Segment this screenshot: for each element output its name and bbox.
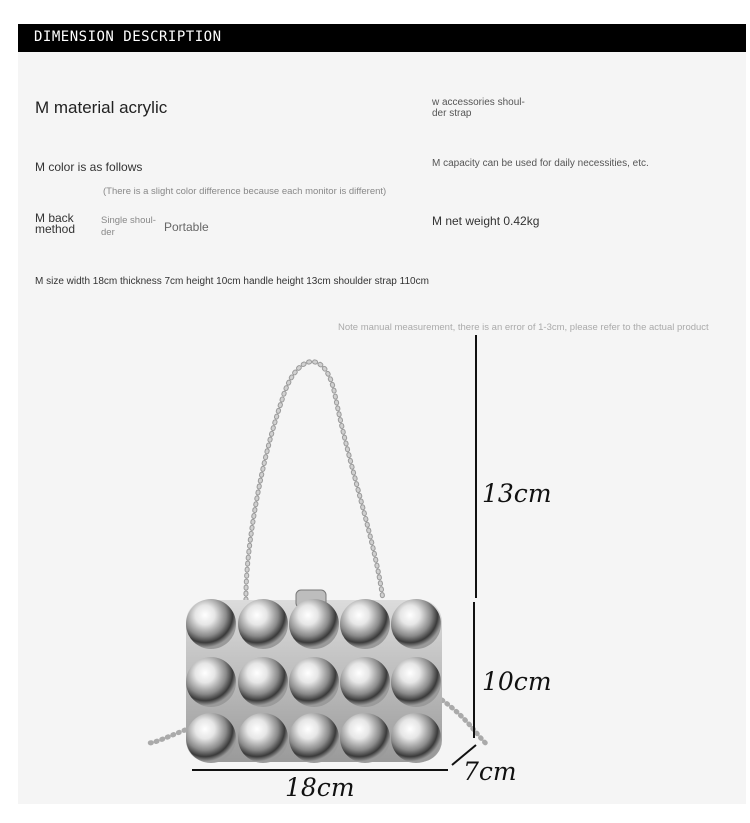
color-note: (There is a slight color difference because each monitor is different)	[103, 186, 387, 197]
material-spec: M material acrylic	[35, 98, 168, 117]
option-single-shoulder-line2: der	[101, 227, 115, 238]
option-single-shoulder-line1: Single shoul-	[101, 215, 156, 226]
back-method-line2: method	[35, 222, 76, 236]
thickness-label: 7cm	[463, 757, 517, 786]
accessories-spec-line2: der strap	[432, 108, 472, 119]
section-title: DIMENSION DESCRIPTION	[34, 29, 222, 45]
color-spec: M color is as follows	[35, 160, 143, 174]
option-portable: Portable	[164, 220, 209, 234]
width-label: 18cm	[285, 773, 355, 802]
measurement-note: Note manual measurement, there is an error of 1-3cm, please refer to the actual product	[338, 322, 709, 333]
back-method-line1: M back	[35, 211, 74, 225]
capacity-spec: M capacity can be used for daily necessities, etc.	[432, 158, 649, 169]
net-weight-spec: M net weight 0.42kg	[432, 214, 540, 228]
handle-height-label: 13cm	[482, 479, 552, 508]
size-spec: M size width 18cm thickness 7cm height 10cm handle height 13cm shoulder strap 110cm	[35, 276, 429, 287]
accessories-spec-line1: w accessories shoul-	[432, 97, 525, 108]
height-label: 10cm	[482, 667, 552, 696]
